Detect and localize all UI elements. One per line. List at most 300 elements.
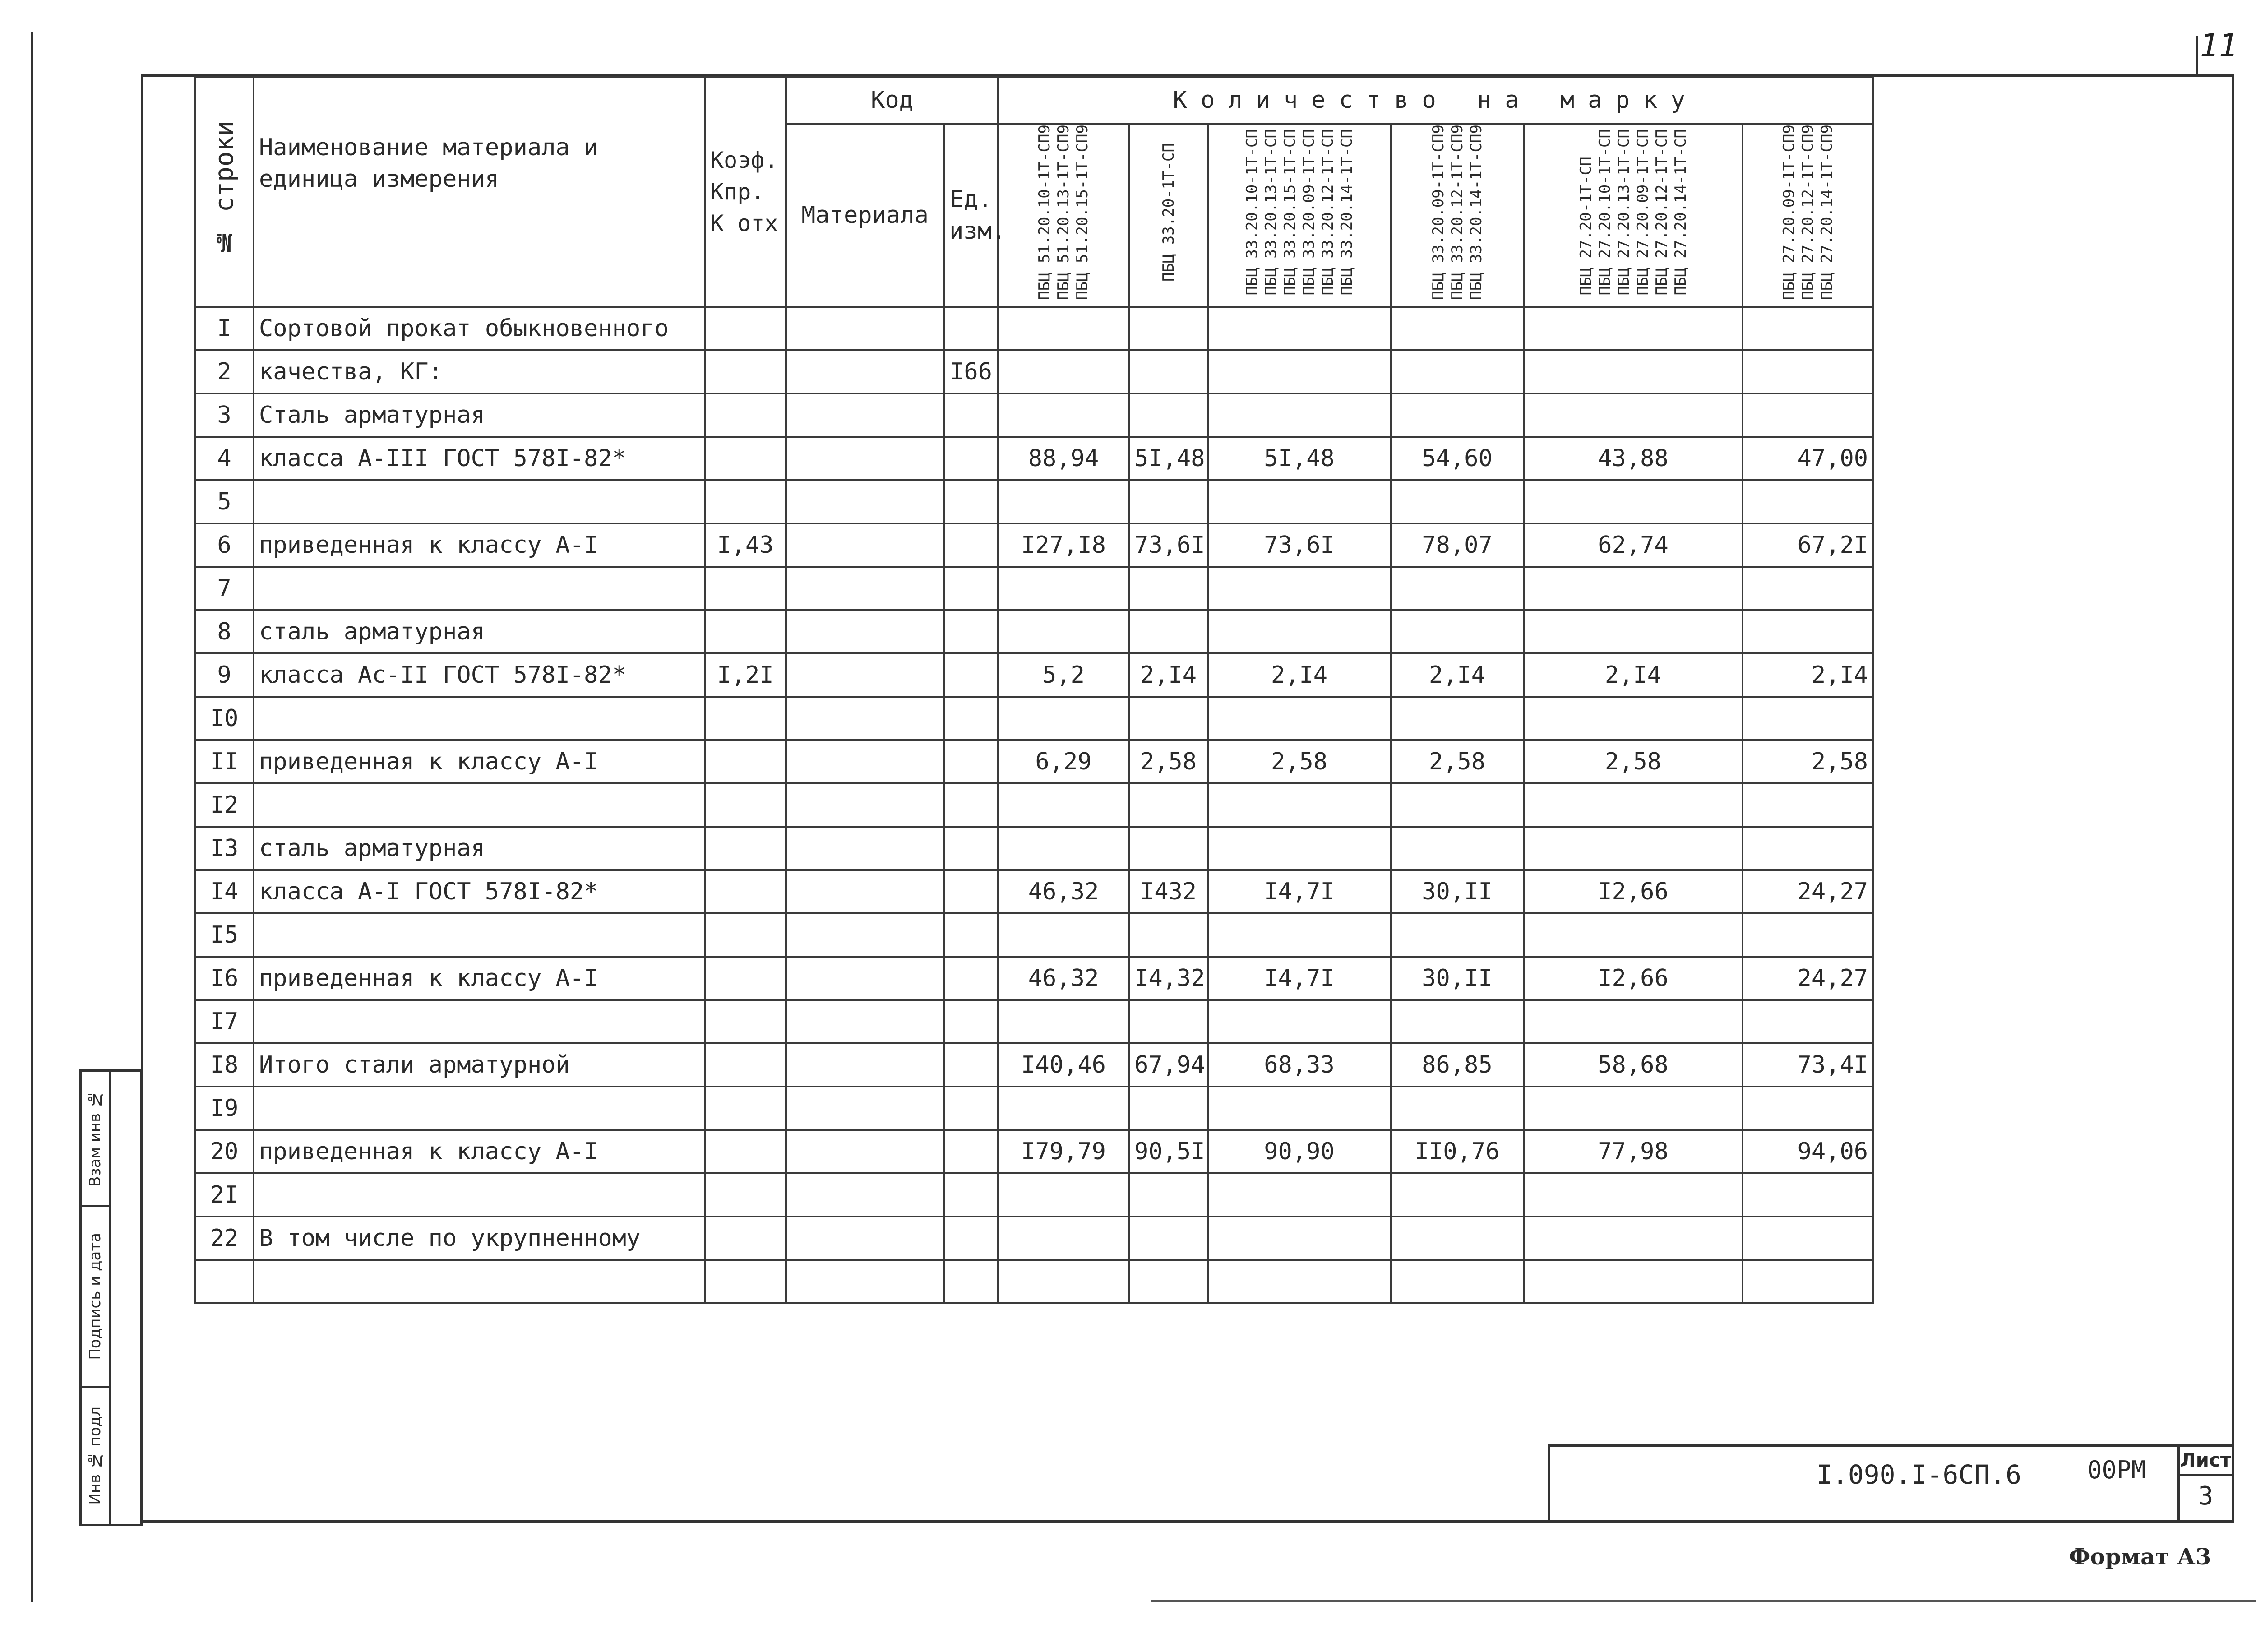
row-material-code	[786, 437, 944, 480]
row-unit-code	[944, 653, 998, 697]
row-quantity: 2,58	[1743, 740, 1873, 783]
bottom-rule	[1151, 1600, 2256, 1602]
row-quantity: 78,07	[1391, 523, 1524, 567]
row-quantity: 2,58	[1129, 740, 1208, 783]
row-quantity: 2,58	[1391, 740, 1524, 783]
row-material-code	[786, 1043, 944, 1087]
table-row	[195, 740, 1873, 783]
row-quantity: I2,66	[1524, 957, 1743, 1000]
row-quantity: 47,00	[1743, 437, 1873, 480]
row-material-code	[786, 393, 944, 437]
row-quantity	[1391, 1260, 1524, 1303]
row-unit-code	[944, 913, 998, 957]
format-label: Формат А3	[2069, 1543, 2211, 1570]
table-row	[195, 307, 1873, 350]
row-material-code	[786, 1130, 944, 1173]
row-number: 2	[195, 350, 254, 393]
row-number: 9	[195, 653, 254, 697]
row-quantity	[1129, 610, 1208, 653]
table-row	[195, 957, 1873, 1000]
table-row	[195, 783, 1873, 827]
corner-mark	[2196, 36, 2198, 77]
row-material-code	[786, 783, 944, 827]
header-mark-6: ПБЦ 27.20.09-1Т-СП9 ПБЦ 27.20.12-1Т-СП9 ПБЦ 27.20.14-1Т-СП9	[1743, 124, 1873, 307]
row-quantity	[1524, 307, 1743, 350]
row-quantity	[998, 610, 1129, 653]
row-quantity	[1208, 480, 1391, 523]
page-corner-number: 11	[2200, 27, 2238, 64]
row-quantity	[1743, 827, 1873, 870]
row-quantity: 94,06	[1743, 1130, 1873, 1173]
row-unit-code	[944, 1260, 998, 1303]
row-quantity	[998, 1000, 1129, 1043]
table-row	[195, 870, 1873, 913]
row-material-code	[786, 350, 944, 393]
row-name: приведенная к классу А-I	[254, 957, 705, 1000]
row-quantity: 2,I4	[1208, 653, 1391, 697]
row-number: I3	[195, 827, 254, 870]
row-quantity	[1208, 393, 1391, 437]
row-quantity	[1743, 1260, 1873, 1303]
row-quantity	[1524, 913, 1743, 957]
row-koef	[705, 740, 786, 783]
row-quantity	[1208, 1087, 1391, 1130]
row-quantity	[1524, 393, 1743, 437]
table-row	[195, 1217, 1873, 1260]
row-name: Итого стали арматурной	[254, 1043, 705, 1087]
row-quantity	[998, 827, 1129, 870]
row-quantity: 88,94	[998, 437, 1129, 480]
row-quantity	[1524, 697, 1743, 740]
row-number: I2	[195, 783, 254, 827]
row-material-code	[786, 913, 944, 957]
row-quantity	[1743, 393, 1873, 437]
row-quantity	[1129, 480, 1208, 523]
row-koef	[705, 913, 786, 957]
row-material-code	[786, 1260, 944, 1303]
row-quantity: 6,29	[998, 740, 1129, 783]
header-mark-5: ПБЦ 27.20-1Т-СП ПБЦ 27.20.10-1Т-СП ПБЦ 27.20.13-1Т-СП ПБЦ 27.20.09-1Т-СП ПБЦ 27.20.12-1Т-СП ПБЦ 27.20.14-1Т-СП	[1524, 124, 1743, 307]
row-quantity: 90,90	[1208, 1130, 1391, 1173]
row-quantity	[1129, 1000, 1208, 1043]
row-quantity	[998, 1217, 1129, 1260]
row-quantity: 2,I4	[1391, 653, 1524, 697]
row-quantity	[1208, 307, 1391, 350]
side-stamp	[79, 1069, 143, 1526]
row-koef	[705, 1043, 786, 1087]
row-quantity: I27,I8	[998, 523, 1129, 567]
row-quantity	[1743, 480, 1873, 523]
table-row	[195, 1173, 1873, 1217]
row-quantity: 5,2	[998, 653, 1129, 697]
row-quantity	[1208, 1260, 1391, 1303]
header-row-no: № строки	[195, 77, 254, 307]
row-material-code	[786, 523, 944, 567]
row-unit-code	[944, 393, 998, 437]
row-quantity	[1391, 567, 1524, 610]
row-quantity: 77,98	[1524, 1130, 1743, 1173]
row-koef	[705, 1173, 786, 1217]
row-quantity	[1524, 610, 1743, 653]
row-material-code	[786, 1217, 944, 1260]
row-quantity: 30,II	[1391, 870, 1524, 913]
row-quantity	[1129, 350, 1208, 393]
row-quantity	[1524, 567, 1743, 610]
row-unit-code	[944, 567, 998, 610]
header-mark-2: ПБЦ 33.20-1Т-СП	[1129, 124, 1208, 307]
row-quantity	[998, 1173, 1129, 1217]
row-quantity	[1524, 1260, 1743, 1303]
row-quantity: 43,88	[1524, 437, 1743, 480]
row-quantity	[1129, 1173, 1208, 1217]
row-quantity	[1743, 913, 1873, 957]
row-quantity	[1129, 307, 1208, 350]
row-koef: I,2I	[705, 653, 786, 697]
row-quantity	[1129, 393, 1208, 437]
row-koef	[705, 1130, 786, 1173]
row-quantity	[1391, 350, 1524, 393]
row-quantity	[1743, 1000, 1873, 1043]
row-quantity	[1743, 610, 1873, 653]
row-koef	[705, 783, 786, 827]
row-name	[254, 913, 705, 957]
row-quantity: 68,33	[1208, 1043, 1391, 1087]
row-quantity	[998, 307, 1129, 350]
table-row	[195, 523, 1873, 567]
row-quantity	[1524, 783, 1743, 827]
row-koef	[705, 567, 786, 610]
row-unit-code	[944, 1087, 998, 1130]
row-number: II	[195, 740, 254, 783]
row-number: 6	[195, 523, 254, 567]
row-quantity	[1208, 1217, 1391, 1260]
row-quantity: 58,68	[1524, 1043, 1743, 1087]
row-unit-code	[944, 783, 998, 827]
row-quantity: 46,32	[998, 957, 1129, 1000]
row-quantity	[1391, 783, 1524, 827]
row-material-code	[786, 567, 944, 610]
row-quantity	[998, 567, 1129, 610]
row-quantity: 5I,48	[1129, 437, 1208, 480]
row-number: 7	[195, 567, 254, 610]
row-quantity: 73,6I	[1129, 523, 1208, 567]
row-number	[195, 1260, 254, 1303]
row-quantity	[1524, 480, 1743, 523]
row-quantity	[1524, 1173, 1743, 1217]
row-name: сталь арматурная	[254, 827, 705, 870]
table-row	[195, 393, 1873, 437]
row-quantity	[1129, 567, 1208, 610]
row-quantity: I4,32	[1129, 957, 1208, 1000]
row-material-code	[786, 1000, 944, 1043]
row-quantity: 2,58	[1208, 740, 1391, 783]
row-name	[254, 697, 705, 740]
row-quantity: I4,7I	[1208, 957, 1391, 1000]
row-name: В том числе по укрупненному	[254, 1217, 705, 1260]
row-quantity	[998, 1087, 1129, 1130]
row-quantity	[1208, 610, 1391, 653]
row-koef	[705, 1217, 786, 1260]
row-quantity: 62,74	[1524, 523, 1743, 567]
row-quantity: I40,46	[998, 1043, 1129, 1087]
row-unit-code	[944, 827, 998, 870]
row-material-code	[786, 870, 944, 913]
header-name: Наименование материала и единица измерения	[254, 77, 705, 307]
row-quantity: 2,I4	[1743, 653, 1873, 697]
row-koef	[705, 1260, 786, 1303]
table-row	[195, 653, 1873, 697]
table-row	[195, 350, 1873, 393]
row-unit-code	[944, 523, 998, 567]
row-number: I8	[195, 1043, 254, 1087]
row-unit-code	[944, 870, 998, 913]
row-quantity	[1391, 480, 1524, 523]
stamp-cell-signature: Подпись и дата	[82, 1207, 109, 1388]
row-koef	[705, 350, 786, 393]
row-quantity	[1208, 1173, 1391, 1217]
row-quantity: 24,27	[1743, 870, 1873, 913]
header-koef: Коэф. Кпр. К отх	[705, 77, 786, 307]
row-unit-code	[944, 697, 998, 740]
row-quantity	[1129, 1260, 1208, 1303]
row-quantity: 2,I4	[1524, 653, 1743, 697]
title-block	[1548, 1444, 2234, 1523]
row-koef	[705, 393, 786, 437]
row-material-code	[786, 610, 944, 653]
row-material-code	[786, 480, 944, 523]
row-material-code	[786, 740, 944, 783]
row-koef	[705, 827, 786, 870]
row-quantity: 2,I4	[1129, 653, 1208, 697]
row-quantity	[1391, 1217, 1524, 1260]
row-material-code	[786, 827, 944, 870]
row-quantity: 54,60	[1391, 437, 1524, 480]
row-quantity	[1743, 350, 1873, 393]
row-koef	[705, 437, 786, 480]
row-quantity	[998, 913, 1129, 957]
document-suffix: 00РМ	[2087, 1456, 2146, 1484]
row-koef	[705, 307, 786, 350]
row-quantity: 2,58	[1524, 740, 1743, 783]
row-quantity	[1391, 307, 1524, 350]
row-number: I0	[195, 697, 254, 740]
row-quantity	[1391, 697, 1524, 740]
row-number: 5	[195, 480, 254, 523]
table-row	[195, 610, 1873, 653]
row-koef	[705, 480, 786, 523]
row-quantity	[1391, 1000, 1524, 1043]
row-quantity: 86,85	[1391, 1043, 1524, 1087]
row-number: 4	[195, 437, 254, 480]
header-mark-3: ПБЦ 33.20.10-1Т-СП ПБЦ 33.20.13-1Т-СП ПБЦ 33.20.15-1Т-СП ПБЦ 33.20.09-1Т-СП ПБЦ 33.20.12-1Т-СП ПБЦ 33.20.14-1Т-СП	[1208, 124, 1391, 307]
row-number: I5	[195, 913, 254, 957]
row-quantity	[1129, 1217, 1208, 1260]
table-row	[195, 1130, 1873, 1173]
row-name	[254, 1260, 705, 1303]
row-koef	[705, 1087, 786, 1130]
row-quantity	[998, 697, 1129, 740]
row-quantity: 67,94	[1129, 1043, 1208, 1087]
row-quantity: 67,2I	[1743, 523, 1873, 567]
row-unit-code	[944, 610, 998, 653]
row-quantity: 5I,48	[1208, 437, 1391, 480]
row-name	[254, 783, 705, 827]
row-material-code	[786, 957, 944, 1000]
row-unit-code	[944, 957, 998, 1000]
header-code: Код	[786, 77, 998, 124]
row-quantity	[1743, 567, 1873, 610]
row-quantity	[1208, 827, 1391, 870]
header-quantity: Количество на марку	[998, 77, 1873, 124]
row-unit-code	[944, 1000, 998, 1043]
row-quantity	[998, 350, 1129, 393]
row-name: приведенная к классу А-I	[254, 740, 705, 783]
row-quantity	[1391, 610, 1524, 653]
row-quantity: 46,32	[998, 870, 1129, 913]
table-row	[195, 697, 1873, 740]
row-quantity	[1129, 1087, 1208, 1130]
row-quantity	[1524, 827, 1743, 870]
stamp-cell-replacement: Взам инв №	[82, 1072, 109, 1207]
row-name: класса Ас-II ГОСТ 578I-82*	[254, 653, 705, 697]
row-quantity	[1743, 307, 1873, 350]
table-row	[195, 1260, 1873, 1303]
row-number: 8	[195, 610, 254, 653]
row-number: I9	[195, 1087, 254, 1130]
row-material-code	[786, 1173, 944, 1217]
row-name	[254, 567, 705, 610]
row-material-code	[786, 307, 944, 350]
row-name: Сталь арматурная	[254, 393, 705, 437]
row-number: 20	[195, 1130, 254, 1173]
row-quantity: 73,4I	[1743, 1043, 1873, 1087]
row-name: Сортовой прокат обыкновенного	[254, 307, 705, 350]
table-row	[195, 437, 1873, 480]
row-quantity	[998, 783, 1129, 827]
row-name: класса А-III ГОСТ 578I-82*	[254, 437, 705, 480]
table-row	[195, 567, 1873, 610]
row-number: I	[195, 307, 254, 350]
row-unit-code	[944, 1043, 998, 1087]
table-row	[195, 913, 1873, 957]
row-name: приведенная к классу А-I	[254, 523, 705, 567]
row-quantity	[1208, 913, 1391, 957]
row-quantity	[1208, 567, 1391, 610]
row-quantity	[1129, 783, 1208, 827]
row-koef	[705, 1000, 786, 1043]
header-mark-4: ПБЦ 33.20.09-1Т-СП9 ПБЦ 33.20.12-1Т-СП9 ПБЦ 33.20.14-1Т-СП9	[1391, 124, 1524, 307]
row-quantity: I2,66	[1524, 870, 1743, 913]
row-quantity: 90,5I	[1129, 1130, 1208, 1173]
row-quantity	[1391, 913, 1524, 957]
sheet-label: Лист	[2180, 1447, 2232, 1476]
row-unit-code	[944, 307, 998, 350]
row-quantity	[1743, 697, 1873, 740]
document-code: I.090.I-6СП.6	[1817, 1459, 2021, 1490]
row-material-code	[786, 697, 944, 740]
row-number: 3	[195, 393, 254, 437]
row-name	[254, 1173, 705, 1217]
row-quantity	[1743, 1087, 1873, 1130]
row-material-code	[786, 1087, 944, 1130]
row-unit-code	[944, 740, 998, 783]
row-name: класса А-I ГОСТ 578I-82*	[254, 870, 705, 913]
row-koef	[705, 697, 786, 740]
row-koef	[705, 610, 786, 653]
row-quantity: 73,6I	[1208, 523, 1391, 567]
row-quantity	[1129, 697, 1208, 740]
row-quantity	[1208, 350, 1391, 393]
row-quantity	[1524, 1087, 1743, 1130]
row-quantity: 24,27	[1743, 957, 1873, 1000]
row-quantity	[1129, 827, 1208, 870]
table-row	[195, 827, 1873, 870]
row-quantity: I4,7I	[1208, 870, 1391, 913]
row-quantity	[998, 393, 1129, 437]
row-quantity	[1391, 1173, 1524, 1217]
sheet-box	[2177, 1447, 2232, 1520]
row-name: сталь арматурная	[254, 610, 705, 653]
row-quantity	[1743, 1217, 1873, 1260]
row-quantity	[1391, 1087, 1524, 1130]
row-name	[254, 1000, 705, 1043]
row-quantity	[1208, 697, 1391, 740]
row-quantity	[1743, 783, 1873, 827]
row-unit-code	[944, 1217, 998, 1260]
row-quantity	[1129, 913, 1208, 957]
row-quantity	[1391, 827, 1524, 870]
row-quantity	[1208, 1000, 1391, 1043]
row-koef	[705, 870, 786, 913]
row-quantity	[1391, 393, 1524, 437]
row-quantity	[1208, 783, 1391, 827]
header-mark-1: ПБЦ 51.20.10-1Т-СП9 ПБЦ 51.20.13-1Т-СП9 ПБЦ 51.20.15-1Т-СП9	[998, 124, 1129, 307]
row-name	[254, 1087, 705, 1130]
row-quantity: I79,79	[998, 1130, 1129, 1173]
row-unit-code	[944, 437, 998, 480]
sheet-number: 3	[2198, 1481, 2214, 1511]
row-quantity: II0,76	[1391, 1130, 1524, 1173]
row-unit-code: I66	[944, 350, 998, 393]
table-row	[195, 1087, 1873, 1130]
row-quantity	[998, 480, 1129, 523]
row-unit-code	[944, 1173, 998, 1217]
header-material: Материала	[786, 124, 944, 307]
table-row	[195, 1000, 1873, 1043]
row-quantity	[1524, 1217, 1743, 1260]
row-number: I7	[195, 1000, 254, 1043]
row-name: качества, КГ:	[254, 350, 705, 393]
row-quantity: I432	[1129, 870, 1208, 913]
row-material-code	[786, 653, 944, 697]
stamp-cell-inventory: Инв № подл	[86, 1407, 104, 1505]
row-name	[254, 480, 705, 523]
row-name: приведенная к классу А-I	[254, 1130, 705, 1173]
row-quantity	[1524, 350, 1743, 393]
row-number: I6	[195, 957, 254, 1000]
table-row	[195, 480, 1873, 523]
row-quantity: 30,II	[1391, 957, 1524, 1000]
row-number: 22	[195, 1217, 254, 1260]
header-unit: Ед. изм.	[944, 124, 998, 307]
row-quantity	[1524, 1000, 1743, 1043]
row-koef	[705, 957, 786, 1000]
row-quantity	[1743, 1173, 1873, 1217]
materials-table	[194, 76, 1874, 1304]
left-margin-line	[31, 32, 33, 1602]
table-row	[195, 1043, 1873, 1087]
row-unit-code	[944, 1130, 998, 1173]
